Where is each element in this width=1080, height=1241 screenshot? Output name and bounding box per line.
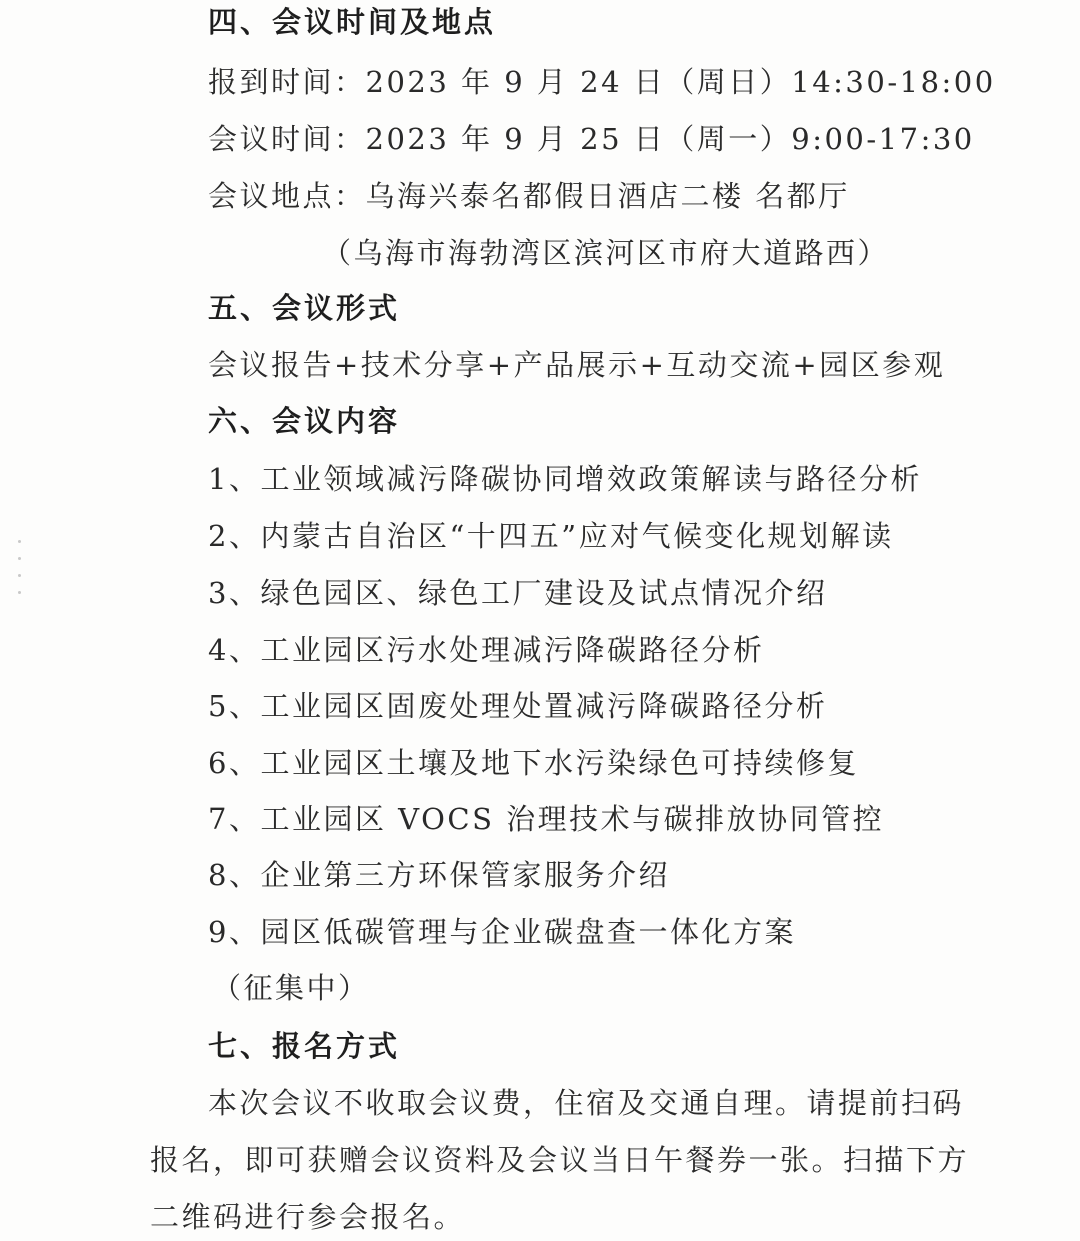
agenda-note: （征集中） xyxy=(212,971,370,1005)
agenda-item: 7、工业园区 VOCS 治理技术与碳排放协同管控 xyxy=(208,802,885,836)
section-7-heading: 七、报名方式 xyxy=(208,1029,401,1063)
meeting-venue: 会议地点：乌海兴泰名都假日酒店二楼 名都厅 xyxy=(208,179,850,213)
agenda-item: 4、工业园区污水处理减污降碳路径分析 xyxy=(208,633,765,667)
agenda-item: 6、工业园区土壤及地下水污染绿色可持续修复 xyxy=(208,746,859,780)
agenda-item: 8、企业第三方环保管家服务介绍 xyxy=(208,858,670,892)
registration-text-line-2: 报名，即可获赠会议资料及会议当日午餐券一张。扫描下方 xyxy=(150,1143,970,1177)
agenda-item: 2、内蒙古自治区“十四五”应对气候变化规划解读 xyxy=(208,519,894,553)
checkin-time: 报到时间：2023 年 9 月 24 日（周日）14:30-18:00 xyxy=(208,65,996,99)
meeting-format: 会议报告+技术分享+产品展示+互动交流+园区参观 xyxy=(208,348,946,382)
scan-edge-marks xyxy=(18,540,24,610)
agenda-item: 3、绿色园区、绿色工厂建设及试点情况介绍 xyxy=(208,576,828,610)
venue-address: （乌海市海勃湾区滨河区市府大道路西） xyxy=(322,236,890,270)
agenda-item: 9、园区低碳管理与企业碳盘查一体化方案 xyxy=(208,915,796,949)
agenda-item: 1、工业领域减污降碳协同增效政策解读与路径分析 xyxy=(208,462,922,496)
registration-text-line-1: 本次会议不收取会议费，住宿及交通自理。请提前扫码 xyxy=(208,1086,965,1120)
section-5-heading: 五、会议形式 xyxy=(208,291,401,325)
section-6-heading: 六、会议内容 xyxy=(208,404,401,438)
registration-text-line-3: 二维码进行参会报名。 xyxy=(150,1200,466,1234)
section-4-heading: 四、会议时间及地点 xyxy=(208,5,497,39)
agenda-item: 5、工业园区固废处理处置减污降碳路径分析 xyxy=(208,689,828,723)
meeting-time: 会议时间：2023 年 9 月 25 日（周一）9:00-17:30 xyxy=(208,122,975,156)
